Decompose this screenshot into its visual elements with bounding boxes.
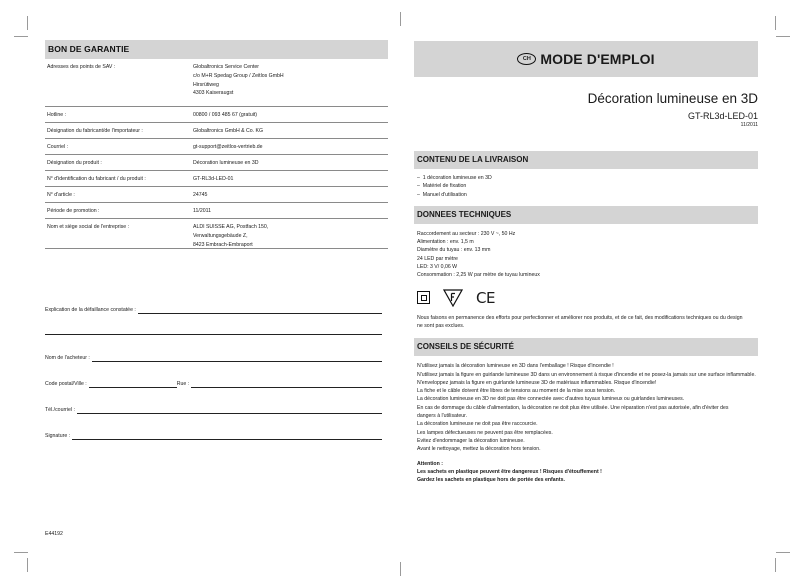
tech-line: LED: 3 V/ 0,06 W — [417, 264, 458, 271]
delivery-item: – 1 décoration lumineuse en 3D — [417, 174, 758, 182]
crop-mark — [14, 36, 28, 37]
warranty-row-label: N° d'article : — [47, 192, 75, 198]
address-line — [45, 381, 382, 388]
warranty-page — [45, 40, 388, 537]
delivery-header: CONTENU DE LA LIVRAISON — [414, 151, 758, 169]
f-mark-icon — [443, 289, 463, 307]
mode-header — [414, 41, 758, 77]
safety-line: La fiche et le câble doivent être libres de tensions au moment de la mise sous tension. — [417, 388, 616, 395]
product-date: 11/2011 — [740, 122, 758, 128]
safety-line: Evitez d'endommager la décoration lumineuse. — [417, 437, 525, 444]
attention-label: Attention : — [417, 460, 443, 467]
manual-page — [414, 41, 758, 484]
warranty-row — [45, 155, 388, 171]
warranty-row-value — [193, 191, 388, 202]
safety-list — [414, 362, 758, 453]
product-title: Décoration lumineuse en 3D — [587, 91, 758, 106]
warranty-value-line: 11/2011 — [193, 208, 211, 214]
buyer-label: Nom de l'acheteur : — [45, 355, 90, 361]
signature-line — [45, 433, 382, 440]
defect-field[interactable] — [138, 308, 382, 314]
warranty-value-line: Globaltronics Service Center — [193, 64, 260, 70]
warranty-row-value — [193, 159, 388, 170]
safety-header: CONSEILS DE SÉCURITÉ — [414, 338, 758, 356]
safety-line: Les lampes défectueuses ne peuvent pas être remplacées. — [417, 429, 553, 436]
mode-title: MODE D'EMPLOI — [540, 51, 655, 67]
delivery-item: – Manuel d'utilisation — [417, 191, 758, 199]
warranty-row-label: Nom et siège social de l'entreprise : — [47, 224, 130, 230]
warranty-value-line: ALDI SUISSE AG, Postfach 150, — [193, 224, 269, 230]
warranty-value-line: c/o M+R Spedag Group / Zeitlos GmbH — [193, 72, 284, 79]
warranty-row — [45, 203, 388, 219]
warranty-value-line: Hirsrütiweg — [193, 81, 219, 88]
signature-label: Signature : — [45, 433, 71, 439]
warranty-value-line: 00800 / 093 485 67 (gratuit) — [193, 112, 258, 118]
safety-line: La décoration lumineuse en 3D ne doit pas être connectée avec d'autres tuyaux lumineux ou guirlandes lumineuses. — [417, 396, 685, 403]
crop-mark — [776, 36, 790, 37]
safety-line: N'enveloppez jamais la figure en guirlande lumineuse 3D de matériaux inflammables. Risque d'incendie! — [417, 379, 657, 386]
warranty-row — [45, 59, 388, 107]
tech-header: DONNEES TECHNIQUES — [414, 206, 758, 224]
item-code: E44192 — [45, 531, 63, 537]
warranty-row-value — [193, 207, 388, 218]
crop-mark — [27, 558, 28, 572]
safety-line: N'utilisez jamais la figure en guirlande lumineuse 3D dans un environnement à risque d'incendie et ne posez-la jamais sur une surface inflammable. — [417, 371, 756, 378]
defect-label: Explication de la défaillance constatée : — [45, 307, 136, 313]
warranty-row-value — [193, 143, 388, 154]
warranty-row-value — [193, 127, 388, 138]
warranty-row-label: Période de promotion : — [47, 208, 100, 214]
warranty-row-label: Adresses des points de SAV : — [47, 64, 116, 70]
defect-line — [45, 307, 382, 314]
warranty-row-label: Désignation du produit : — [47, 160, 102, 166]
warranty-value-line: Verwaltungsgebäude Z, — [193, 232, 248, 239]
warranty-row-label: Hotline : — [47, 112, 67, 118]
crop-mark — [400, 12, 401, 26]
warranty-value-line: Globaltronics GmbH & Co. KG — [193, 128, 264, 134]
warranty-row — [45, 219, 388, 249]
buyer-line — [45, 355, 382, 362]
warranty-table — [45, 59, 388, 249]
warning-1: Les sachets en plastique peuvent être dangereux ! Risques d'étouffement ! — [417, 468, 602, 475]
postal-field[interactable] — [89, 382, 177, 388]
tech-line: Diamètre du tuyau : env. 13 mm — [417, 247, 491, 254]
warranty-value-line: 8423 Embrach-Embraport — [193, 241, 253, 248]
tech-list — [414, 230, 758, 280]
defect-field-2[interactable] — [45, 334, 382, 335]
warranty-row — [45, 107, 388, 123]
phone-line — [45, 407, 382, 414]
warranty-value-line: GT-RL3d-LED-01 — [193, 176, 234, 182]
ch-badge: CH — [517, 53, 536, 65]
safety-line: N'utilisez jamais la décoration lumineuse en 3D dans l'emballage ! Risque d'incendie ! — [417, 363, 614, 370]
safety-line: La décoration lumineuse ne doit pas être raccourcie. — [417, 421, 538, 428]
warranty-row-value — [193, 223, 388, 248]
buyer-field[interactable] — [92, 356, 382, 362]
safety-line: Avant le nettoyage, mettez la décoration hors tension. — [417, 446, 541, 453]
warranty-value-line: gt-support@zeitlos-vertrieb.de — [193, 144, 263, 150]
tech-line: Consommation : 2,25 W par mètre de tuyau lumineux — [417, 272, 540, 279]
delivery-list — [414, 174, 758, 199]
warranty-row — [45, 187, 388, 203]
delivery-item: – Matériel de fixation — [417, 182, 758, 190]
warning-2: Gardez les sachets en plastique hors de portée des enfants. — [417, 477, 565, 484]
warranty-row — [45, 139, 388, 155]
safety-line: dangers à l'utilisateur. — [417, 413, 468, 420]
crop-mark — [400, 562, 401, 576]
warranty-row — [45, 171, 388, 187]
symbols-row — [417, 288, 758, 308]
warranty-row-value — [193, 111, 388, 122]
signature-field[interactable] — [72, 434, 382, 440]
crop-mark — [27, 16, 28, 30]
crop-mark — [775, 558, 776, 572]
warranty-value-line: Décoration lumineuse en 3D — [193, 160, 259, 166]
tech-line: 24 LED par mètre — [417, 255, 458, 262]
product-code: GT-RL3d-LED-01 — [687, 111, 758, 121]
warranty-row-value — [193, 175, 388, 186]
street-field[interactable] — [191, 382, 382, 388]
tech-note — [414, 314, 758, 331]
tech-note-line: Nous faisons en permanence des efforts pour perfectionner et améliorer nos produits, et de ce fait, des modifications techniques ou du design — [417, 314, 743, 321]
tech-line: Raccordement au secteur : 230 V ~, 50 Hz — [417, 230, 516, 237]
warranty-value-line: 4303 Kaiseraugst — [193, 90, 234, 97]
safety-line: En cas de dommage du câble d'alimentation, la décoration ne doit plus être utilisée. Une réparation n'est pas autorisée, afin d'éviter des — [417, 404, 729, 411]
crop-mark — [776, 552, 790, 553]
warranty-row-label: Désignation du fabricant/de l'importateur : — [47, 128, 143, 134]
tech-line: Alimentation : env. 1,5 m — [417, 239, 474, 246]
crop-mark — [775, 16, 776, 30]
postal-label: Code postal/Ville : — [45, 381, 87, 387]
warranty-row — [45, 123, 388, 139]
warranty-row-label: Courriel : — [47, 144, 69, 150]
warranty-header: BON DE GARANTIE — [45, 40, 388, 59]
street-label: Rue : — [176, 381, 190, 387]
phone-field[interactable] — [77, 408, 382, 414]
crop-mark — [14, 552, 28, 553]
tech-note-line: ne sont pas exclues. — [417, 322, 465, 329]
double-insulation-icon — [417, 291, 430, 304]
warranty-value-line: 24745 — [193, 192, 208, 198]
ce-mark-icon: CE — [476, 288, 495, 307]
phone-label: Tél./courriel : — [45, 407, 75, 413]
warranty-row-label: N° d'identification du fabricant / du produit : — [47, 176, 146, 182]
attention-block — [414, 460, 758, 485]
warranty-row-value — [193, 63, 388, 106]
